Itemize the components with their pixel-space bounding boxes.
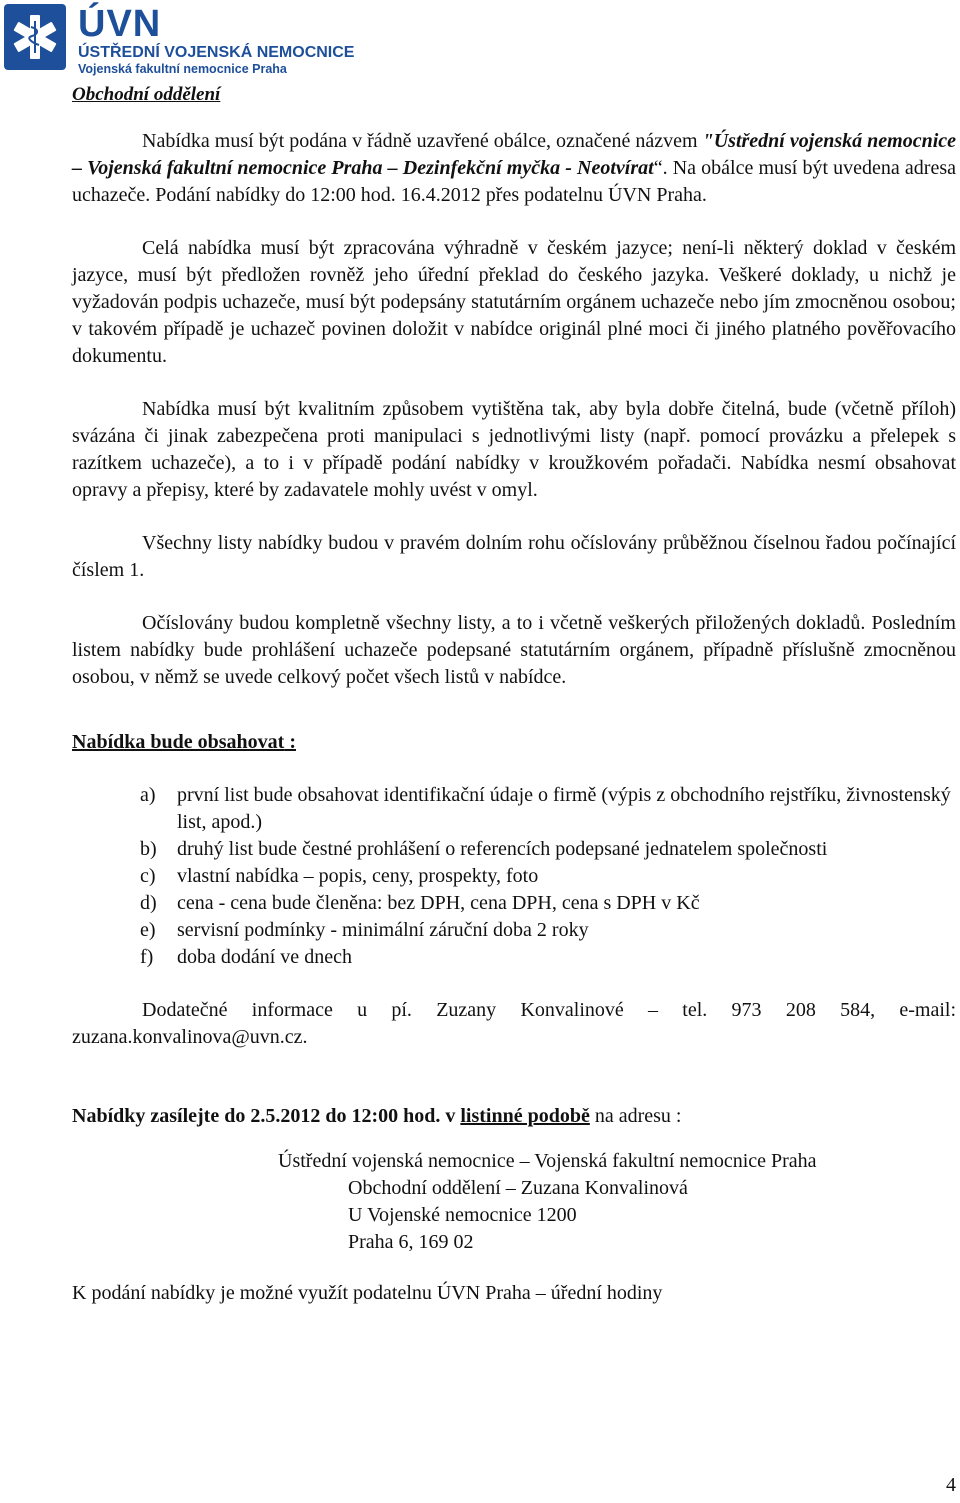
list-item-letter: e) [140,919,156,941]
paragraph-envelope-end: “. Na obálce musí být uvedena adresa uchazeče. Podání nabídky do 12:00 hod. 16.4.2012 přes podatelnu ÚVN Praha. [72,157,956,206]
list-item [140,782,956,836]
list-item [140,917,956,944]
paragraph-print-quality: Nabídka musí být kvalitním způsobem vytištěna tak, aby byla dobře čitelná, bude (včetně příloh) svázána či jinak zabezpečena proti manipulaci s jednotlivými listy (např. pomocí provázku a přelepek s razítkem uchazeče), a to i v případě podání nabídky v kroužkovém pořadači. Nabídka nesmí obsahovat opravy a přepisy, které by zadavatele mohly uvést v omyl. [72,398,956,501]
list-item-text: druhý list bude čestné prohlášení o referencích podepsané jednatelem společnosti [177,838,828,860]
uvn-logo [4,4,66,70]
list-item [140,944,956,971]
section-title-colon: : [284,731,296,753]
contents-list [140,782,956,971]
address-line: Praha 6, 169 02 [348,1231,474,1253]
list-item-text: servisní podmínky - minimální záruční doba 2 roky [177,919,589,941]
department-title: Obchodní oddělení [72,84,221,105]
address-line: Obchodní oddělení – Zuzana Konvalinová [348,1177,688,1199]
paragraph-numbering-details: Očíslovány budou kompletně všechny listy, a to i včetně veškerých přiložených dokladů. Posledním listem nabídky bude prohlášení uchazeče podepsané statutárním orgánem, případně příslušně zmocněnou osobou, v němž se uvede celkový počet všech listů v nabídce. [72,612,956,688]
paragraph-language: Celá nabídka musí být zpracována výhradně v českém jazyce; není-li některý doklad v českém jazyce, musí být předložen rovněž jeho úřední překlad do českého jazyka. Veškeré doklady, u nichž je vyžadován podpis uchazeče, musí být podepsány statutárním orgánem uchazeče nebo jím zmocněnou osobou; v takovém případě je uchazeč povinen doložit v nabídce originál plné moci či jiného platného pověřovacího dokumentu. [72,237,956,367]
submission-deadline: Nabídky zasílejte do 2.5.2012 do 12:00 hod. v [72,1105,461,1127]
address-line: U Vojenské nemocnice 1200 [348,1204,577,1226]
postal-address [278,1148,956,1256]
list-item-letter: b) [140,838,157,860]
submission-form: listinné podobě [460,1105,590,1127]
list-item-letter: a) [140,784,156,806]
list-item [140,863,956,890]
envelope-label: "Ústřední vojenská nemocnice – Vojenská fakultní nemocnice Praha – Dezinfekční myčka - Neotvírat [72,130,956,179]
paragraph-numbering: Všechny listy nabídky budou v pravém dolním rohu očíslovány průběžnou číselnou řadou počínající číslem 1. [72,532,956,581]
brand-subtitle: Vojenská fakultní nemocnice Praha [78,62,287,76]
list-item-text: první list bude obsahovat identifikační údaje o firmě (výpis z obchodního rejstříku, živnostenský list, apod.) [177,784,951,833]
brand-block [78,4,354,77]
address-line: Ústřední vojenská nemocnice – Vojenská fakultní nemocnice Praha [278,1150,817,1172]
paragraph-envelope-start: Nabídka musí být podána v řádně uzavřené obálce, označené názvem [142,130,703,152]
page-number: 4 [946,1474,956,1496]
brand-short: ÚVN [78,3,162,45]
submission-instructions [72,1103,956,1130]
medical-star-of-life-icon [4,4,66,70]
contact-info: Dodatečné informace u pí. Zuzany Konvalinové – tel. 973 208 584, e-mail: zuzana.konvalinova@uvn.cz. [72,999,956,1048]
list-item-text: doba dodání ve dnech [177,946,352,968]
office-hours-note: K podání nabídky je možné využít podatelnu ÚVN Praha – úřední hodiny [72,1282,663,1304]
document-body [72,128,956,1307]
page-header [4,3,355,76]
list-item [140,890,956,917]
section-title [72,729,956,756]
list-item-letter: c) [140,865,156,887]
list-item [140,836,956,863]
list-item-text: vlastní nabídka – popis, ceny, prospekty, foto [177,865,539,887]
list-item-text: cena - cena bude členěna: bez DPH, cena DPH, cena s DPH v Kč [177,892,700,914]
list-item-letter: f) [140,946,154,968]
submission-address-lead: na adresu : [589,1105,682,1127]
paragraph-envelope [72,128,956,209]
section-title-text: Nabídka bude obsahovat [72,731,285,753]
brand-full-name: ÚSTŘEDNÍ VOJENSKÁ NEMOCNICE [78,44,355,61]
list-item-letter: d) [140,892,157,914]
